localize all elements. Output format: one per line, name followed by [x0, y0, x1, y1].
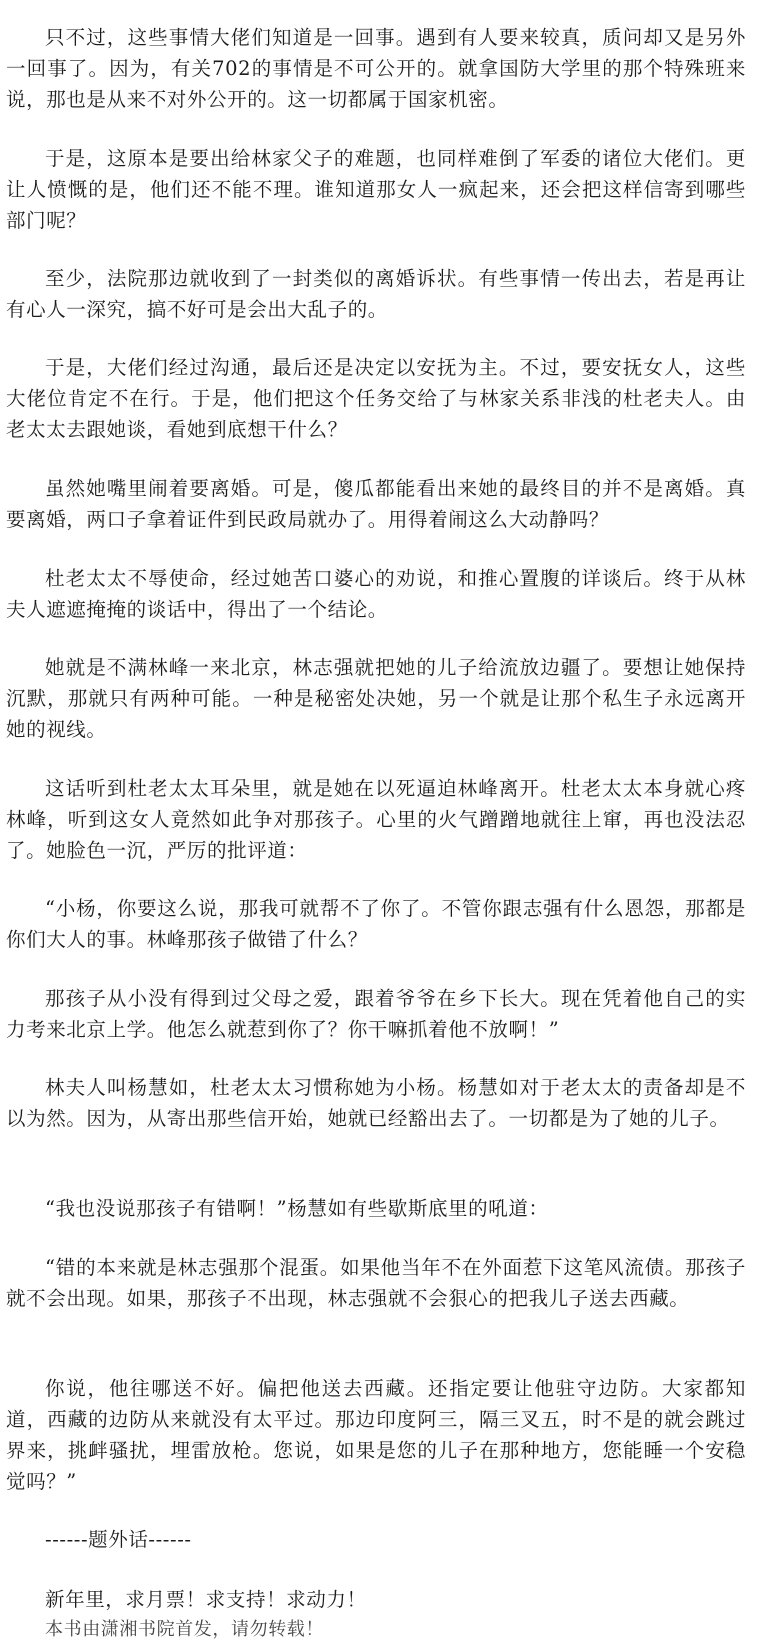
paragraph-6: 杜老太太不辱使命，经过她苦口婆心的劝说，和推心置腹的详谈后。终于从林夫人遮遮掩掩的谈话中，得出了一个结论。 — [6, 567, 746, 621]
paragraph-1: 只不过，这些事情大佬们知道是一回事。遇到有人要来较真，质问却又是另外一回事了。因为，有关702的事情是不可公开的。就拿国防大学里的那个特殊班来说，那也是从来不对外公开的。这一切都属于国家机密。 — [6, 26, 746, 111]
paragraph-9: “小杨，你要这么说，那我可就帮不了你了。不管你跟志强有什么恩怨，那都是你们大人的事。林峰那孩子做错了什么？ — [6, 897, 746, 951]
paragraph-7: 她就是不满林峰一来北京，林志强就把她的儿子给流放边疆了。要想让她保持沉默，那就只有两种可能。一种是秘密处决她，另一个就是让那个私生子永远离开她的视线。 — [6, 656, 746, 741]
paragraph-8: 这话听到杜老太太耳朵里，就是她在以死逼迫林峰离开。杜老太太本身就心疼林峰，听到这女人竟然如此争对那孩子。心里的火气蹭蹭地就往上窜，再也没法忍了。她脸色一沉，严厉的批评道： — [6, 777, 746, 862]
paragraph-10: 那孩子从小没有得到过父母之爱，跟着爷爷在乡下长大。现在凭着他自己的实力考来北京上学。他怎么就惹到你了？你干嘛抓着他不放啊！” — [6, 987, 746, 1041]
paragraph-2: 于是，这原本是要出给林家父子的难题，也同样难倒了军委的诸位大佬们。更让人愤慨的是，他们还不能不理。谁知道那女人一疯起来，还会把这样信寄到哪些部门呢？ — [6, 147, 746, 232]
paragraph-4: 于是，大佬们经过沟通，最后还是决定以安抚为主。不过，要安抚女人，这些大佬位肯定不在行。于是，他们把这个任务交给了与林家关系非浅的杜老夫人。由老太太去跟她谈，看她到底想干什么？ — [6, 356, 746, 441]
author-note-line-2: 本书由潇湘书院首发，请勿转载！ — [45, 1619, 324, 1640]
paragraph-12: “我也没说那孩子有错啊！”杨慧如有些歇斯底里的吼道： — [45, 1197, 549, 1220]
paragraph-11: 林夫人叫杨慧如，杜老太太习惯称她为小杨。杨慧如对于老太太的责备却是不以为然。因为，从寄出那些信开始，她就已经豁出去了。一切都是为了她的儿子。 — [6, 1076, 746, 1130]
paragraph-3: 至少，法院那边就收到了一封类似的离婚诉状。有些事情一传出去，若是再让有心人一深究，搞不好可是会出大乱子的。 — [6, 267, 746, 321]
author-note-line-1: 新年里，求月票！求支持！求动力！ — [45, 1588, 367, 1611]
paragraph-13: “错的本来就是林志强那个混蛋。如果他当年不在外面惹下这笔风流债。那孩子就不会出现。如果，那孩子不出现，林志强就不会狠心的把我儿子送去西藏。 — [6, 1256, 746, 1310]
paragraph-5: 虽然她嘴里闹着要离婚。可是，傻瓜都能看出来她的最终目的并不是离婚。真要离婚，两口子拿着证件到民政局就办了。用得着闹这么大动静吗？ — [6, 477, 746, 531]
paragraph-14: 你说，他往哪送不好。偏把他送去西藏。还指定要让他驻守边防。大家都知道，西藏的边防从来就没有太平过。那边印度阿三，隔三叉五，时不是的就会跳过界来，挑衅骚扰，埋雷放枪。您说，如果是您的儿子在那种地方，您能睡一个安稳觉吗？” — [6, 1377, 746, 1493]
author-note-divider: ------题外话------ — [45, 1528, 192, 1551]
